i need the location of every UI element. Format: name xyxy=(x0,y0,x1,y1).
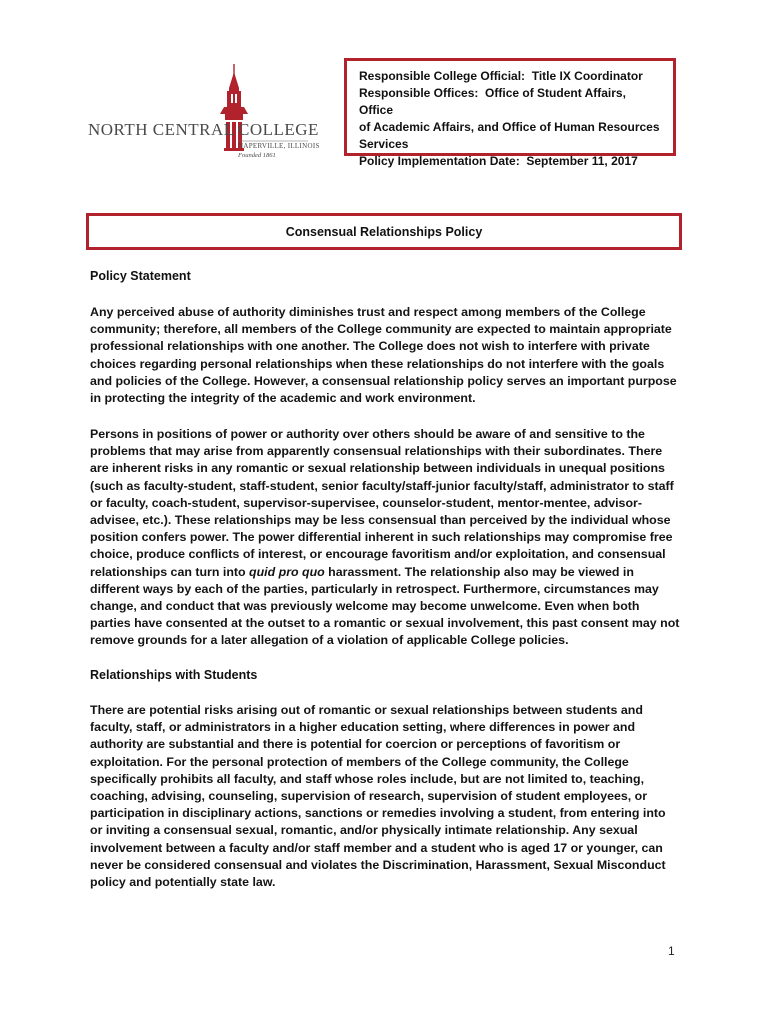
logo-founded: Founded 1861 xyxy=(238,152,276,159)
official-value: Title IX Coordinator xyxy=(531,69,643,83)
offices-value-2: of Academic Affairs, and Office of Human Resources xyxy=(359,120,660,134)
date-value: September 11, 2017 xyxy=(526,154,638,168)
paragraph-power-authority xyxy=(90,426,680,650)
logo-location: NAPERVILLE, ILLINOIS xyxy=(238,142,320,150)
offices-line xyxy=(359,85,663,119)
paragraph-policy-statement: Any perceived abuse of authority diminishes trust and respect among members of the College community; therefore, all members of the College community are expected to maintain appropriate professional relationships with one another. The College does not wish to interfere with private choices regarding personal relationships when these relationships do not interfere with the goals and policies of the College. However, a consensual relationship policy serves an important purpose in protecting the integrity of the academic and work environment. xyxy=(90,305,677,406)
paragraph-quid-pro-quo: quid pro quo xyxy=(249,564,325,579)
paragraph-relationships-with-students: There are potential risks arising out of romantic or sexual relationships between students and faculty, staff, or administrators in a higher education setting, where differences in power and authority are substantial and there is potential for coercion or perceptions of favoritism or exploitation. For the personal protection of members of the College community, the College specifically prohibits all faculty, and staff whose roles include, but are not limited to, teaching, coaching, advising, counseling, supervision of research, supervision of student employees, or participation in disciplinary actions, sanctions or remedies involving a student, from entering into or inviting a consensual sexual, romantic, and/or physically intimate relationship. Any sexual involvement between a faculty and/or staff member and a student who is aged 17 or younger, can never be considered consensual and violates the Discrimination, Harassment, Sexual Misconduct policy and potentially state law. xyxy=(90,703,666,890)
logo-name-left: NORTH CENTRAL xyxy=(88,120,235,139)
offices-value-3: Services xyxy=(359,137,409,151)
date-line xyxy=(359,153,663,170)
policy-title-box xyxy=(86,213,682,250)
official-label: Responsible College Official: xyxy=(359,69,526,83)
policy-title: Consensual Relationships Policy xyxy=(285,224,483,239)
paragraph-power-authority-part2: harassment. The relationship also may be viewed in different ways by each of the parties, particularly in retrospect. Furthermore, circumstances may change, and conduct that was previously welcome may become unwelcome. Even when both parties have consented at the outset to a romantic or sexual involvement, this past consent may not remove grounds for a later allegation of a violation of applicable College policies. xyxy=(90,564,680,648)
policy-statement-heading: Policy Statement xyxy=(90,269,191,283)
page-number: 1 xyxy=(668,944,675,958)
paragraph-power-authority-part1: Persons in positions of power or authority over others should be aware of and sensitive to the problems that may arise from apparently consensual relationships with their subordinates. There are inherent risks in any romantic or sexual relationship between individuals in unequal positions (such as faculty-student, staff-student, senior faculty/staff-junior faculty/staff, administrator to staff or faculty, coach-student, supervisor-supervisee, counselor-student, mentor-mentee, advisor-advisee, etc.). These relationships may be less consensual than perceived by the individual whose position confers power. The power differential inherent in such relationships may compromise free choice, produce conflicts of interest, or encourage favoritism and/or exploitation, and consensual relationships can turn into xyxy=(90,427,674,579)
offices-value-1: Office of Student Affairs, Office xyxy=(359,86,626,117)
date-label: Policy Implementation Date: xyxy=(359,154,520,168)
logo-name-right: COLLEGE xyxy=(238,120,319,139)
offices-label: Responsible Offices: xyxy=(359,86,479,100)
official-line xyxy=(359,68,663,85)
responsibility-info-box xyxy=(344,58,676,168)
college-logo xyxy=(88,62,320,174)
relationships-with-students-heading: Relationships with Students xyxy=(90,668,258,682)
